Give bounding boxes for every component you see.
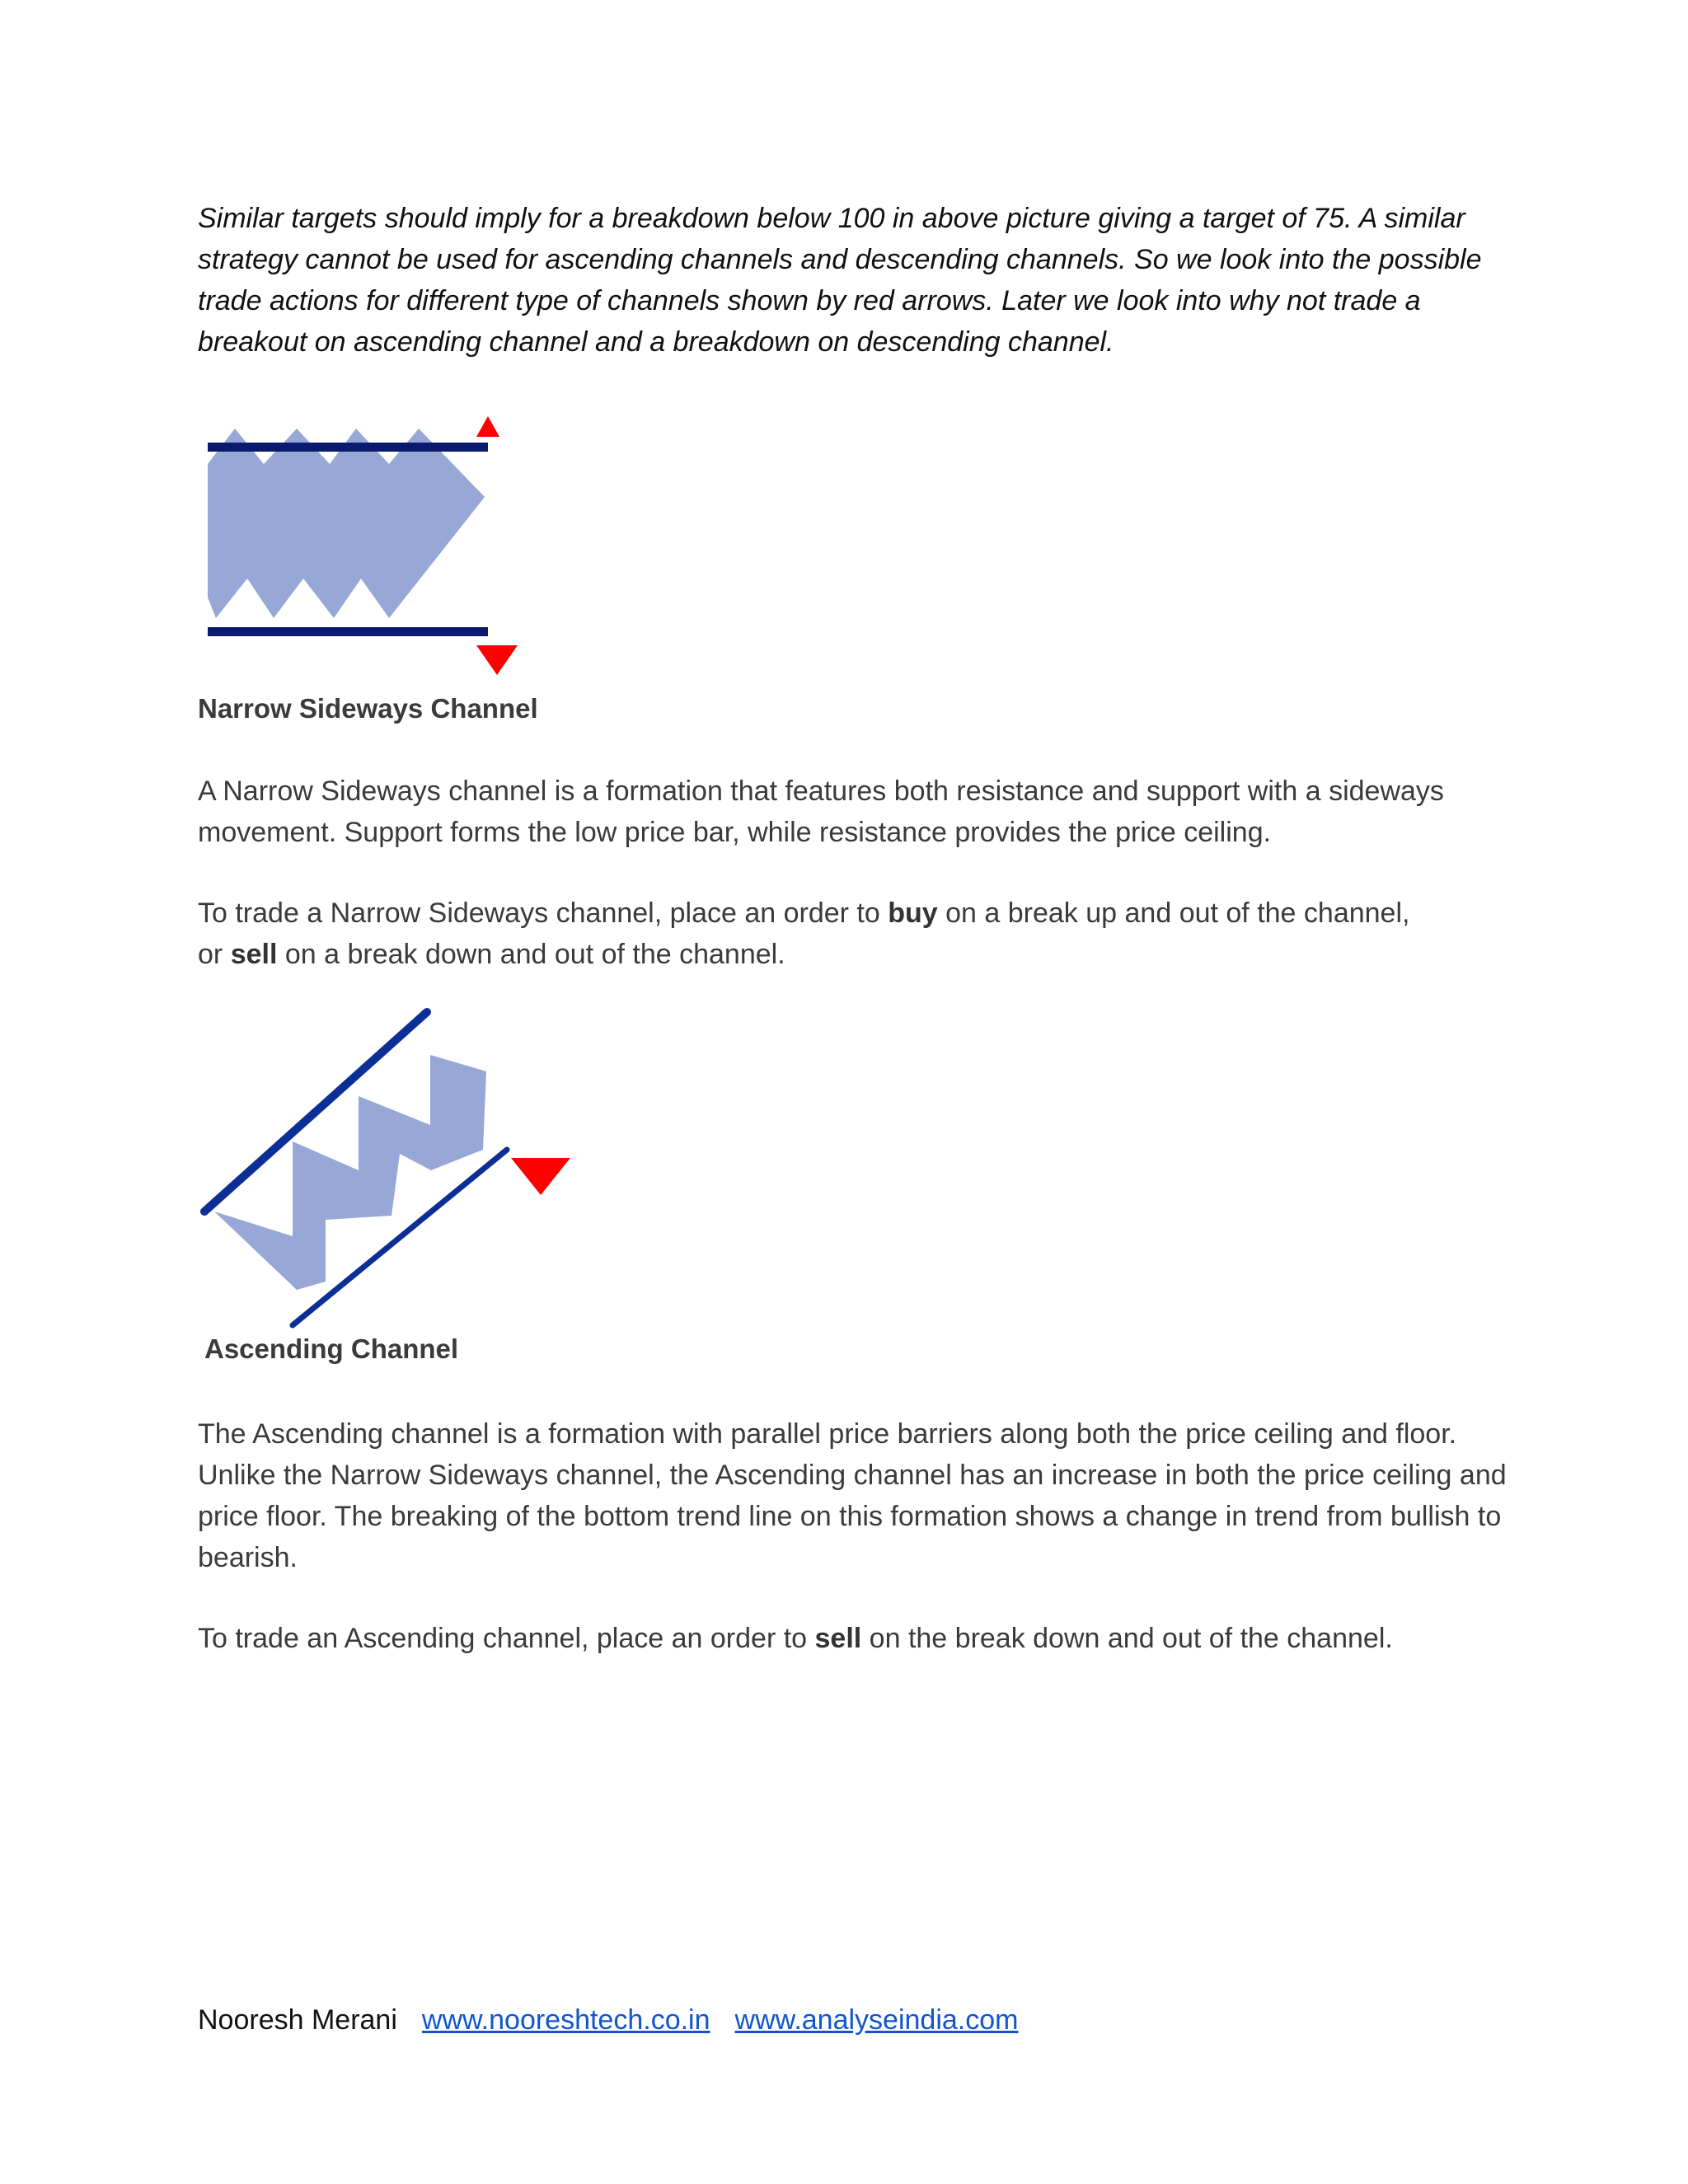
ascending-description: The Ascending channel is a formation with parallel price barriers along both the price ceiling and floor. Unlike the Narrow Sideways channel, the Ascending channel has an increase in both the price ceiling and price floor. The breaking of the bottom trend line on this formation shows a change in trend from bullish to bearish. <box>198 1418 1507 1573</box>
ascending-trade-text-2: on the break down and out of the channel. <box>861 1623 1393 1654</box>
red-down-triangle-icon <box>476 645 518 675</box>
intro-paragraph: Similar targets should imply for a breakdown below 100 in above picture giving a target of 75. A similar strategy cannot be used for ascending channels and descending channels. So we look into the possible trade actions for different type of channels shown by red arrows. Later we look into why not trade a breakout on ascending channel and a breakdown on descending channel. <box>198 203 1482 358</box>
author-name: Nooresh Merani <box>198 2004 397 2036</box>
sell-keyword: sell <box>230 939 278 970</box>
sideways-trade-text-4: on a break down and out of the channel. <box>277 939 785 970</box>
ascending-channel-diagram <box>198 1005 585 1331</box>
page-footer <box>198 1999 1018 2041</box>
support-line <box>208 627 488 636</box>
sideways-trade-text-1: To trade a Narrow Sideways channel, place an order to <box>198 898 889 929</box>
red-up-triangle-icon <box>476 416 499 437</box>
ascending-trade-instruction <box>198 1618 1533 1659</box>
resistance-line <box>208 443 488 452</box>
sideways-trade-text-2: on a break up and out of the channel, <box>937 898 1410 929</box>
buy-keyword: buy <box>888 898 938 929</box>
sideways-trade-text-3: or <box>198 939 231 970</box>
narrow-sideways-channel-diagram <box>198 400 528 680</box>
sideways-trade-instruction <box>198 893 1533 975</box>
sideways-description: A Narrow Sideways channel is a formation that features both resistance and support with a sideways movement. Support forms the low price bar, while resistance provides the price ceiling. <box>198 776 1444 848</box>
nooreshtech-link[interactable]: www.nooreshtech.co.in <box>421 2004 710 2036</box>
narrow-sideways-caption: Narrow Sideways Channel <box>198 693 538 724</box>
ascending-trade-text-1: To trade an Ascending channel, place an order to <box>198 1623 815 1654</box>
analyseindia-link[interactable]: www.analyseindia.com <box>734 2004 1019 2036</box>
price-movement-shape <box>208 429 485 618</box>
price-movement-shape <box>214 1055 486 1290</box>
red-down-triangle-icon <box>511 1158 570 1195</box>
ascending-channel-caption: Ascending Channel <box>204 1333 459 1364</box>
sell-keyword: sell <box>814 1623 862 1654</box>
